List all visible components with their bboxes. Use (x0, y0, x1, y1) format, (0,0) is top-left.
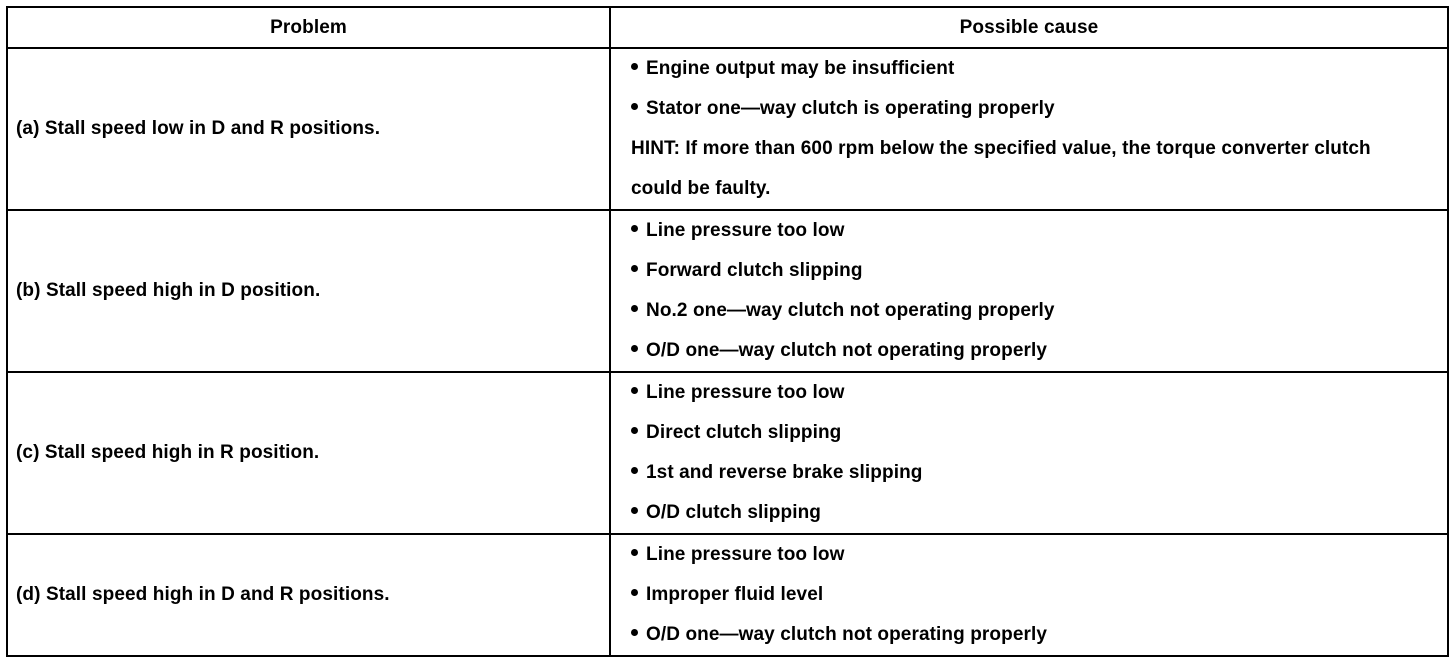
cause-cell (610, 534, 1448, 656)
problem-column-header: Problem (7, 7, 610, 48)
cause-text: Stator one—way clutch is operating properly (646, 98, 1055, 119)
possible-cause-column-header: Possible cause (610, 7, 1448, 48)
cause-item (631, 373, 1427, 413)
cause-text: No.2 one—way clutch not operating properly (646, 300, 1055, 321)
cause-text: Line pressure too low (646, 382, 845, 403)
table-row-c (7, 372, 1448, 534)
cause-text: O/D one—way clutch not operating properly (646, 624, 1048, 645)
bullet-icon (631, 305, 638, 312)
cause-text: Line pressure too low (646, 544, 845, 565)
cause-text: Line pressure too low (646, 220, 845, 241)
cause-text: 1st and reverse brake slipping (646, 462, 923, 483)
cause-cell (610, 372, 1448, 534)
bullet-icon (631, 225, 638, 232)
cause-item (631, 49, 1427, 89)
bullet-icon (631, 265, 638, 272)
problem-cell: (d) Stall speed high in D and R positions. (7, 534, 610, 656)
cause-item (631, 291, 1427, 331)
problem-cell: (a) Stall speed low in D and R positions. (7, 48, 610, 210)
problem-cell: (b) Stall speed high in D position. (7, 210, 610, 372)
table-row-d (7, 534, 1448, 656)
cause-text: Engine output may be insufficient (646, 58, 955, 79)
bullet-icon (631, 467, 638, 474)
bullet-icon (631, 427, 638, 434)
table-header-row (7, 7, 1448, 48)
cause-text: O/D clutch slipping (646, 502, 822, 523)
cause-text: O/D one—way clutch not operating properly (646, 340, 1048, 361)
cause-item (631, 575, 1427, 615)
bullet-icon (631, 103, 638, 110)
cause-item (631, 251, 1427, 291)
bullet-icon (631, 387, 638, 394)
bullet-icon (631, 345, 638, 352)
table-row-a (7, 48, 1448, 210)
cause-cell (610, 210, 1448, 372)
table-row-b (7, 210, 1448, 372)
stall-test-diagnosis-table (6, 6, 1449, 657)
cause-item (631, 211, 1427, 251)
cause-item (631, 535, 1427, 575)
cause-item (631, 331, 1427, 371)
cause-text: Direct clutch slipping (646, 422, 842, 443)
bullet-icon (631, 629, 638, 636)
problem-cell: (c) Stall speed high in R position. (7, 372, 610, 534)
cause-text: Forward clutch slipping (646, 260, 863, 281)
bullet-icon (631, 507, 638, 514)
bullet-icon (631, 63, 638, 70)
cause-item (631, 89, 1427, 129)
cause-item (631, 453, 1427, 493)
cause-item (631, 615, 1427, 655)
cause-text: Improper fluid level (646, 584, 824, 605)
hint-note: HINT: If more than 600 rpm below the specified value, the torque converter clutch could be faulty. (631, 138, 1371, 199)
bullet-icon (631, 549, 638, 556)
bullet-icon (631, 589, 638, 596)
cause-item (631, 413, 1427, 453)
cause-cell (610, 48, 1448, 210)
cause-item (631, 493, 1427, 533)
